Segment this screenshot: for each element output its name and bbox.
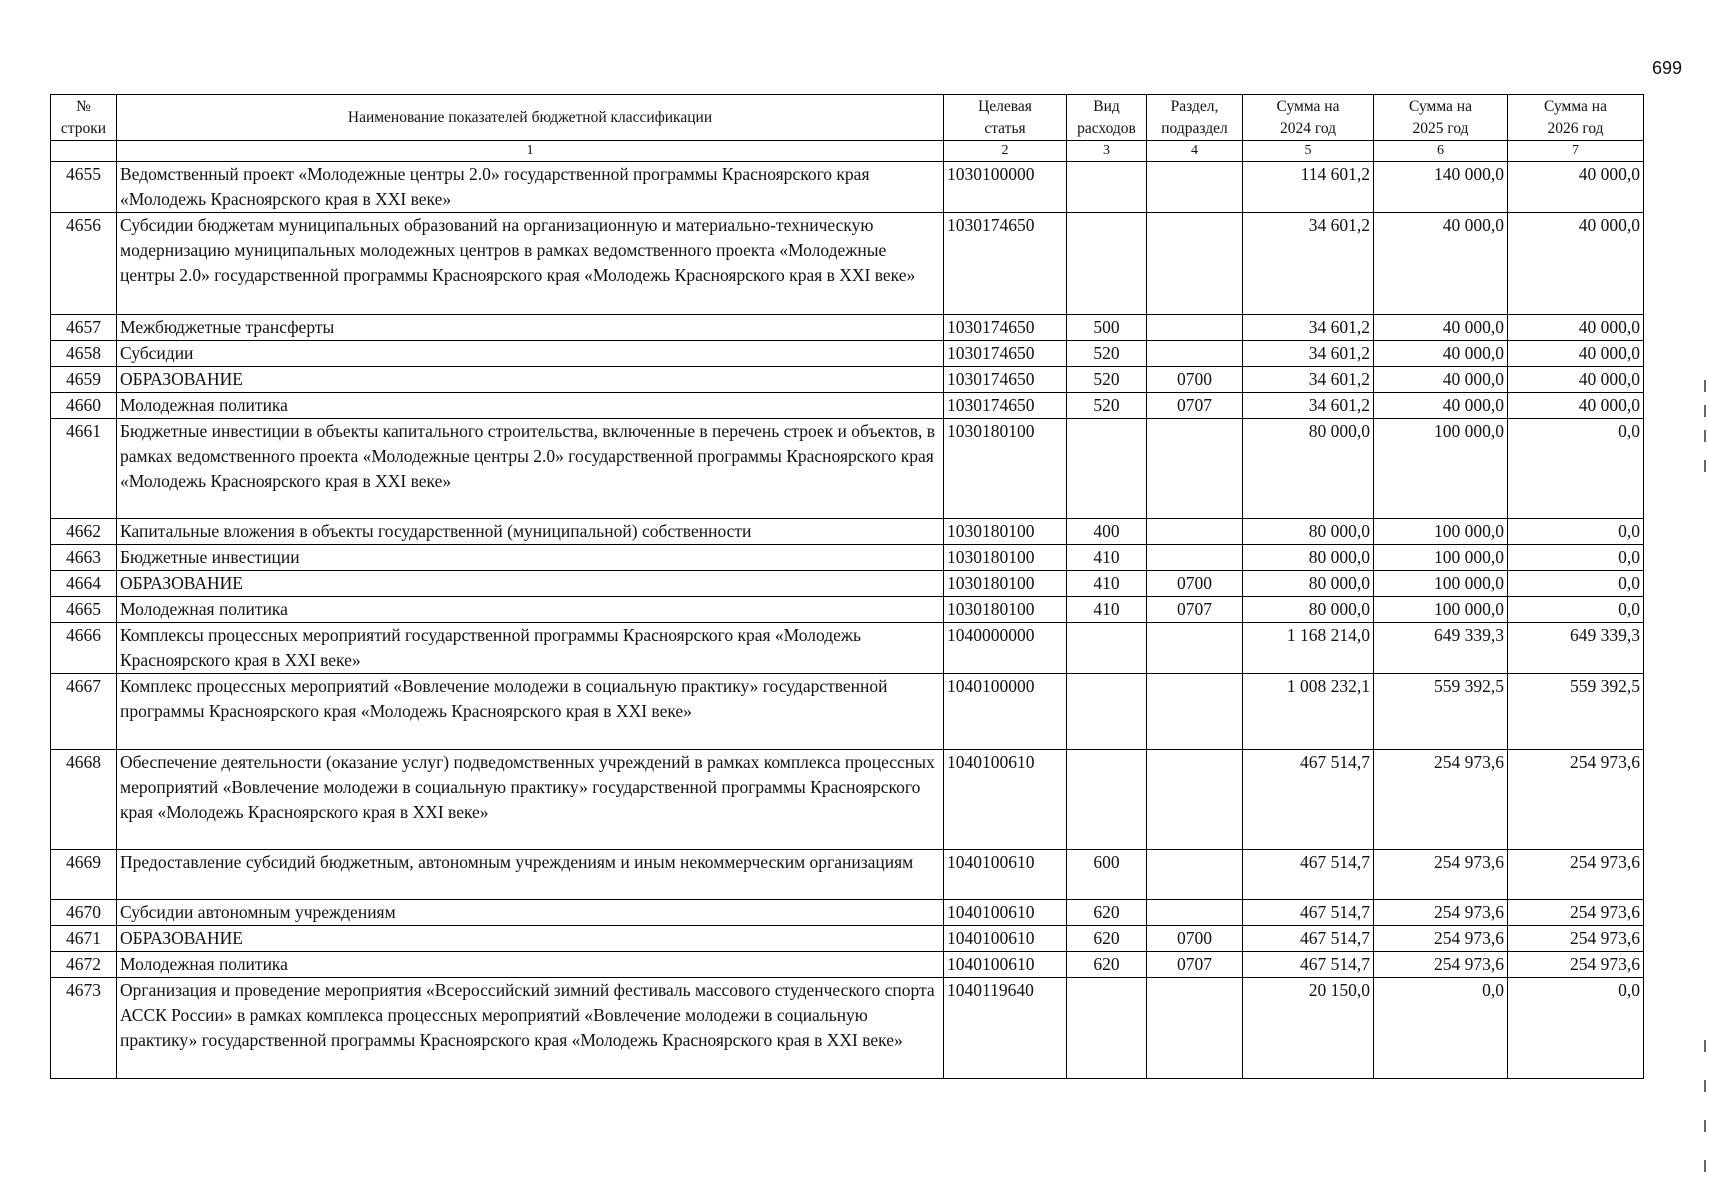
section-cell	[1147, 750, 1243, 850]
section-cell	[1147, 900, 1243, 926]
page-number: 699	[1651, 58, 1682, 78]
sum-2026-cell: 254 973,6	[1508, 750, 1644, 850]
sum-2024-cell: 467 514,7	[1243, 850, 1374, 900]
sum-2026-cell: 40 000,0	[1508, 393, 1644, 419]
table-row	[51, 623, 1644, 674]
sum-2026-cell: 254 973,6	[1508, 850, 1644, 900]
row-number-cell: 4667	[51, 674, 117, 750]
section-cell	[1147, 341, 1243, 367]
section-cell	[1147, 315, 1243, 341]
section-cell	[1147, 545, 1243, 571]
target-article-cell: 1030174650	[944, 213, 1067, 315]
column-number: 1	[117, 141, 944, 162]
sum-2025-cell: 254 973,6	[1374, 926, 1508, 952]
header-sum-2026: Сумма на 2026 год	[1508, 95, 1644, 141]
column-number: 4	[1147, 141, 1243, 162]
indicator-name-cell: Комплекс процессных мероприятий «Вовлечение молодежи в социальную практику» государственной программы Красноярского края «Молодежь Красноярского края в XXI веке»	[117, 674, 944, 750]
row-number-cell: 4662	[51, 519, 117, 545]
sum-2025-cell: 40 000,0	[1374, 341, 1508, 367]
target-article-cell: 1030100000	[944, 162, 1067, 213]
sum-2025-cell: 40 000,0	[1374, 393, 1508, 419]
sum-2026-cell: 40 000,0	[1508, 315, 1644, 341]
row-number-cell: 4666	[51, 623, 117, 674]
expense-type-cell: 620	[1067, 952, 1147, 978]
indicator-name-cell: Предоставление субсидий бюджетным, автономным учреждениям и иным некоммерческим организациям	[117, 850, 944, 900]
target-article-cell: 1040100610	[944, 900, 1067, 926]
section-cell	[1147, 623, 1243, 674]
target-article-cell: 1040000000	[944, 623, 1067, 674]
sum-2024-cell: 467 514,7	[1243, 952, 1374, 978]
indicator-name-cell: ОБРАЗОВАНИЕ	[117, 571, 944, 597]
section-cell	[1147, 213, 1243, 315]
section-cell	[1147, 674, 1243, 750]
sum-2025-cell: 254 973,6	[1374, 952, 1508, 978]
sum-2026-cell: 559 392,5	[1508, 674, 1644, 750]
expense-type-cell: 400	[1067, 519, 1147, 545]
sum-2025-cell: 254 973,6	[1374, 850, 1508, 900]
indicator-name-cell: Бюджетные инвестиции в объекты капитального строительства, включенные в перечень строек и объектов, в рамках ведомственного проекта «Молодежные центры 2.0» государственной программы Красноярского края «Молодежь Красноярского края в XXI веке»	[117, 419, 944, 519]
target-article-cell: 1040100610	[944, 926, 1067, 952]
table-row	[51, 750, 1644, 850]
section-cell: 0700	[1147, 367, 1243, 393]
section-cell: 0707	[1147, 393, 1243, 419]
header-expense-type: Вид расходов	[1067, 95, 1147, 141]
section-cell: 0707	[1147, 597, 1243, 623]
column-number	[51, 141, 117, 162]
indicator-name-cell: ОБРАЗОВАНИЕ	[117, 926, 944, 952]
table-row	[51, 900, 1644, 926]
sum-2024-cell: 80 000,0	[1243, 571, 1374, 597]
sum-2025-cell: 100 000,0	[1374, 419, 1508, 519]
indicator-name-cell: Субсидии бюджетам муниципальных образований на организационную и материально-техническую модернизацию муниципальных молодежных центров в рамках ведомственного проекта «Молодежные центры 2.0» государственной программы Красноярского края «Молодежь Красноярского края в XXI веке»	[117, 213, 944, 315]
sum-2024-cell: 80 000,0	[1243, 545, 1374, 571]
table-row	[51, 597, 1644, 623]
indicator-name-cell: Межбюджетные трансферты	[117, 315, 944, 341]
sum-2025-cell: 100 000,0	[1374, 597, 1508, 623]
sum-2024-cell: 1 168 214,0	[1243, 623, 1374, 674]
expense-type-cell	[1067, 213, 1147, 315]
indicator-name-cell: Бюджетные инвестиции	[117, 545, 944, 571]
section-cell	[1147, 850, 1243, 900]
indicator-name-cell: ОБРАЗОВАНИЕ	[117, 367, 944, 393]
row-number-cell: 4668	[51, 750, 117, 850]
table-header	[51, 95, 1644, 162]
table-row	[51, 978, 1644, 1079]
expense-type-cell	[1067, 978, 1147, 1079]
sum-2024-cell: 34 601,2	[1243, 367, 1374, 393]
sum-2025-cell: 100 000,0	[1374, 545, 1508, 571]
target-article-cell: 1030180100	[944, 597, 1067, 623]
expense-type-cell: 620	[1067, 900, 1147, 926]
row-number-cell: 4658	[51, 341, 117, 367]
sum-2024-cell: 80 000,0	[1243, 597, 1374, 623]
sum-2025-cell: 100 000,0	[1374, 571, 1508, 597]
target-article-cell: 1030174650	[944, 341, 1067, 367]
sum-2024-cell: 1 008 232,1	[1243, 674, 1374, 750]
row-number-cell: 4664	[51, 571, 117, 597]
indicator-name-cell: Ведомственный проект «Молодежные центры 2.0» государственной программы Красноярского края «Молодежь Красноярского края в XXI веке»	[117, 162, 944, 213]
expense-type-cell: 500	[1067, 315, 1147, 341]
table-row	[51, 162, 1644, 213]
target-article-cell: 1040100610	[944, 952, 1067, 978]
scan-edge-mark	[1704, 380, 1706, 392]
sum-2025-cell: 40 000,0	[1374, 213, 1508, 315]
sum-2024-cell: 34 601,2	[1243, 315, 1374, 341]
sum-2025-cell: 100 000,0	[1374, 519, 1508, 545]
expense-type-cell	[1067, 750, 1147, 850]
expense-type-cell: 520	[1067, 341, 1147, 367]
sum-2026-cell: 0,0	[1508, 597, 1644, 623]
column-number: 5	[1243, 141, 1374, 162]
scan-edge-mark	[1704, 1040, 1706, 1052]
expense-type-cell: 410	[1067, 597, 1147, 623]
sum-2024-cell: 114 601,2	[1243, 162, 1374, 213]
expense-type-cell: 410	[1067, 571, 1147, 597]
expense-type-cell	[1067, 162, 1147, 213]
section-cell	[1147, 519, 1243, 545]
table-row	[51, 315, 1644, 341]
section-cell: 0707	[1147, 952, 1243, 978]
expense-type-cell: 520	[1067, 393, 1147, 419]
sum-2026-cell: 0,0	[1508, 978, 1644, 1079]
expense-type-cell: 620	[1067, 926, 1147, 952]
sum-2026-cell: 40 000,0	[1508, 341, 1644, 367]
row-number-cell: 4663	[51, 545, 117, 571]
row-number-cell: 4657	[51, 315, 117, 341]
indicator-name-cell: Молодежная политика	[117, 393, 944, 419]
target-article-cell: 1030174650	[944, 367, 1067, 393]
expense-type-cell: 410	[1067, 545, 1147, 571]
target-article-cell: 1040100610	[944, 750, 1067, 850]
row-number-cell: 4669	[51, 850, 117, 900]
indicator-name-cell: Субсидии автономным учреждениям	[117, 900, 944, 926]
table-row	[51, 952, 1644, 978]
target-article-cell: 1030180100	[944, 571, 1067, 597]
sum-2026-cell: 40 000,0	[1508, 162, 1644, 213]
target-article-cell: 1040100610	[944, 850, 1067, 900]
sum-2025-cell: 559 392,5	[1374, 674, 1508, 750]
table-row	[51, 341, 1644, 367]
sum-2026-cell: 0,0	[1508, 419, 1644, 519]
row-number-cell: 4659	[51, 367, 117, 393]
sum-2025-cell: 140 000,0	[1374, 162, 1508, 213]
sum-2026-cell: 0,0	[1508, 571, 1644, 597]
sum-2025-cell: 254 973,6	[1374, 750, 1508, 850]
target-article-cell: 1030174650	[944, 315, 1067, 341]
header-row-no: № строки	[51, 95, 117, 141]
scan-edge-mark	[1704, 405, 1706, 417]
target-article-cell: 1030180100	[944, 519, 1067, 545]
sum-2024-cell: 34 601,2	[1243, 213, 1374, 315]
scan-edge-mark	[1704, 1160, 1706, 1172]
indicator-name-cell: Молодежная политика	[117, 597, 944, 623]
sum-2025-cell: 649 339,3	[1374, 623, 1508, 674]
sum-2024-cell: 20 150,0	[1243, 978, 1374, 1079]
indicator-name-cell: Субсидии	[117, 341, 944, 367]
header-name: Наименование показателей бюджетной классификации	[117, 95, 944, 141]
sum-2024-cell: 34 601,2	[1243, 393, 1374, 419]
row-number-cell: 4660	[51, 393, 117, 419]
sum-2024-cell: 80 000,0	[1243, 519, 1374, 545]
table-row	[51, 850, 1644, 900]
target-article-cell: 1030174650	[944, 393, 1067, 419]
expense-type-cell: 600	[1067, 850, 1147, 900]
section-cell	[1147, 419, 1243, 519]
column-numbers-row	[51, 141, 1644, 162]
sum-2024-cell: 467 514,7	[1243, 900, 1374, 926]
column-number: 3	[1067, 141, 1147, 162]
sum-2026-cell: 0,0	[1508, 545, 1644, 571]
column-number: 7	[1508, 141, 1644, 162]
sum-2025-cell: 254 973,6	[1374, 900, 1508, 926]
table-body	[51, 162, 1644, 1079]
target-article-cell: 1040119640	[944, 978, 1067, 1079]
sum-2024-cell: 467 514,7	[1243, 750, 1374, 850]
row-number-cell: 4672	[51, 952, 117, 978]
sum-2024-cell: 34 601,2	[1243, 341, 1374, 367]
sum-2025-cell: 40 000,0	[1374, 315, 1508, 341]
table-row	[51, 213, 1644, 315]
row-number-cell: 4673	[51, 978, 117, 1079]
sum-2026-cell: 254 973,6	[1508, 952, 1644, 978]
table-row	[51, 519, 1644, 545]
scan-edge-mark	[1704, 430, 1706, 442]
expense-type-cell: 520	[1067, 367, 1147, 393]
header-target: Целевая статья	[944, 95, 1067, 141]
header-sum-2024: Сумма на 2024 год	[1243, 95, 1374, 141]
section-cell	[1147, 978, 1243, 1079]
row-number-cell: 4671	[51, 926, 117, 952]
indicator-name-cell: Обеспечение деятельности (оказание услуг) подведомственных учреждений в рамках комплекса процессных мероприятий «Вовлечение молодежи в социальную практику» государственной программы Красноярского края «Молодежь Красноярского края в XXI веке»	[117, 750, 944, 850]
row-number-cell: 4670	[51, 900, 117, 926]
section-cell: 0700	[1147, 926, 1243, 952]
table-row	[51, 926, 1644, 952]
expense-type-cell	[1067, 623, 1147, 674]
expense-type-cell	[1067, 419, 1147, 519]
scan-edge-mark	[1704, 460, 1706, 472]
column-number: 2	[944, 141, 1067, 162]
table-row	[51, 674, 1644, 750]
table-row	[51, 545, 1644, 571]
sum-2026-cell: 40 000,0	[1508, 213, 1644, 315]
indicator-name-cell: Организация и проведение мероприятия «Всероссийский зимний фестиваль массового студенческого спорта АССК России» в рамках комплекса процессных мероприятий «Вовлечение молодежи в социальную практику» государственной программы Красноярского края «Молодежь Красноярского края в XXI веке»	[117, 978, 944, 1079]
sum-2026-cell: 254 973,6	[1508, 900, 1644, 926]
sum-2024-cell: 80 000,0	[1243, 419, 1374, 519]
indicator-name-cell: Капитальные вложения в объекты государственной (муниципальной) собственности	[117, 519, 944, 545]
sum-2025-cell: 0,0	[1374, 978, 1508, 1079]
budget-table	[50, 94, 1644, 1079]
sum-2026-cell: 40 000,0	[1508, 367, 1644, 393]
row-number-cell: 4665	[51, 597, 117, 623]
indicator-name-cell: Комплексы процессных мероприятий государственной программы Красноярского края «Молодежь Красноярского края в XXI веке»	[117, 623, 944, 674]
target-article-cell: 1040100000	[944, 674, 1067, 750]
scan-edge-mark	[1704, 1080, 1706, 1092]
table-row	[51, 571, 1644, 597]
target-article-cell: 1030180100	[944, 545, 1067, 571]
table-row	[51, 393, 1644, 419]
target-article-cell: 1030180100	[944, 419, 1067, 519]
scan-edge-mark	[1704, 1120, 1706, 1132]
sum-2025-cell: 40 000,0	[1374, 367, 1508, 393]
row-number-cell: 4656	[51, 213, 117, 315]
sum-2026-cell: 649 339,3	[1508, 623, 1644, 674]
table-row	[51, 419, 1644, 519]
expense-type-cell	[1067, 674, 1147, 750]
section-cell: 0700	[1147, 571, 1243, 597]
section-cell	[1147, 162, 1243, 213]
sum-2026-cell: 0,0	[1508, 519, 1644, 545]
column-number: 6	[1374, 141, 1508, 162]
row-number-cell: 4655	[51, 162, 117, 213]
table-row	[51, 367, 1644, 393]
header-sum-2025: Сумма на 2025 год	[1374, 95, 1508, 141]
sum-2024-cell: 467 514,7	[1243, 926, 1374, 952]
indicator-name-cell: Молодежная политика	[117, 952, 944, 978]
sum-2026-cell: 254 973,6	[1508, 926, 1644, 952]
header-section: Раздел, подраздел	[1147, 95, 1243, 141]
row-number-cell: 4661	[51, 419, 117, 519]
